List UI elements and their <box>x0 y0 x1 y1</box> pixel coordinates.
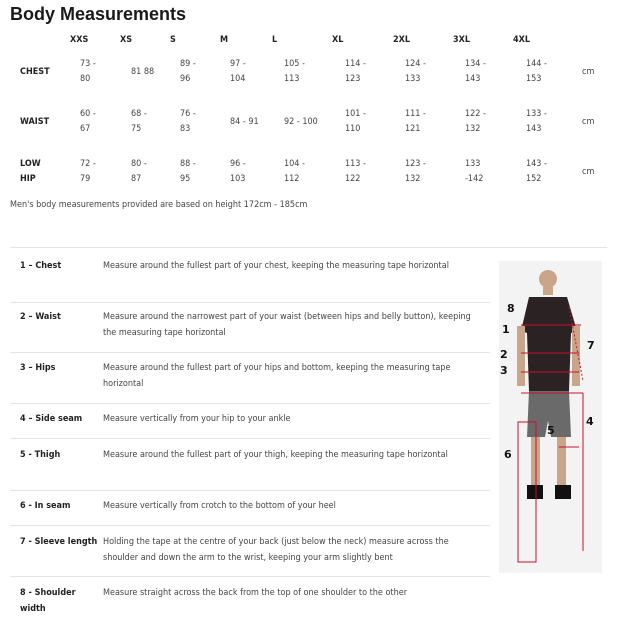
value-line: 133 <box>405 74 421 84</box>
row-label-line: CHEST <box>20 67 50 77</box>
value-line: 121 <box>405 124 421 134</box>
value-line: 153 <box>526 74 542 84</box>
size-value <box>345 57 366 87</box>
value-line: 84 - 91 <box>230 117 259 127</box>
divider <box>10 247 607 248</box>
value-line: 81 88 <box>131 67 155 77</box>
value-line: 124 - <box>405 59 426 69</box>
value-line: 132 <box>405 174 421 184</box>
divider <box>10 403 490 404</box>
unit-label: cm <box>582 167 595 177</box>
row-label <box>20 115 49 130</box>
size-value <box>230 115 259 130</box>
value-line: 133 - <box>526 109 547 119</box>
guide-description: Measure straight across the back from the top of one shoulder to the other <box>103 588 408 598</box>
value-line: 92 - 100 <box>284 117 318 127</box>
row-label <box>20 157 41 187</box>
size-value <box>131 157 147 187</box>
value-line: 134 - <box>465 59 486 69</box>
size-header: 3XL <box>453 35 471 45</box>
value-line: 110 <box>345 124 361 134</box>
size-value <box>180 57 196 87</box>
size-value <box>405 57 426 87</box>
value-line: 80 <box>80 74 91 84</box>
value-line: 104 <box>230 74 246 84</box>
value-line: 97 - <box>230 59 246 69</box>
value-line: 80 - <box>131 159 147 169</box>
value-line: 89 - <box>180 59 196 69</box>
value-line: 144 - <box>526 59 547 69</box>
guide-description: Measure around the fullest part of your thigh, keeping the measuring tape horizontal <box>103 450 448 460</box>
size-header: XXS <box>70 35 89 45</box>
guide-name: 7 - Sleeve length <box>20 537 98 547</box>
measurement-note: Men's body measurements provided are based on height 172cm - 185cm <box>10 200 308 210</box>
size-header: M <box>220 35 229 45</box>
measurement-figure <box>499 261 602 573</box>
page-title: Body Measurements <box>10 4 187 24</box>
size-value <box>80 107 96 137</box>
size-header: 2XL <box>393 35 411 45</box>
divider <box>10 576 490 577</box>
size-value <box>465 57 486 87</box>
guide-name: 1 – Chest <box>20 261 62 271</box>
size-value <box>230 57 246 87</box>
divider <box>10 352 490 353</box>
size-header: XL <box>332 35 344 45</box>
size-value <box>80 57 96 87</box>
size-value <box>526 57 547 87</box>
row-label-line: LOW <box>20 159 41 169</box>
size-header: XS <box>120 35 133 45</box>
value-line: 76 - <box>180 109 196 119</box>
size-value <box>131 65 154 80</box>
unit-label: cm <box>582 117 595 127</box>
guide-description: Measure around the narrowest part of your waist (between hips and belly button), keeping the measuring tape horizontal <box>103 312 471 338</box>
unit-label: cm <box>582 67 595 77</box>
guide-name: 2 – Waist <box>20 312 61 322</box>
divider <box>10 525 490 526</box>
value-line: 103 <box>230 174 246 184</box>
value-line: 101 - <box>345 109 366 119</box>
figure-label: 5 <box>547 424 555 437</box>
guide-name: 6 - In seam <box>20 501 71 511</box>
figure-label: 4 <box>586 415 594 428</box>
size-value <box>131 107 147 137</box>
value-line: 75 <box>131 124 142 134</box>
value-line: 123 <box>345 74 361 84</box>
guide-description: Measure vertically from crotch to the bottom of your heel <box>103 501 336 511</box>
value-line: 79 <box>80 174 91 184</box>
size-value <box>465 157 483 187</box>
value-line: 96 <box>180 74 191 84</box>
size-value <box>80 157 96 187</box>
size-value <box>180 157 196 187</box>
size-value <box>230 157 246 187</box>
figure-label: 3 <box>500 364 508 377</box>
value-line: 96 - <box>230 159 246 169</box>
guide-description: Measure around the fullest part of your hips and bottom, keeping the measuring tape horizontal <box>103 363 451 389</box>
size-value <box>345 157 366 187</box>
size-value <box>345 107 366 137</box>
value-line: 143 - <box>526 159 547 169</box>
value-line: 111 - <box>405 109 426 119</box>
size-header: L <box>272 35 278 45</box>
figure-label: 2 <box>500 348 508 361</box>
value-line: 114 - <box>345 59 366 69</box>
value-line: 123 - <box>405 159 426 169</box>
value-line: 143 <box>465 74 481 84</box>
guide-description: Measure around the fullest part of your chest, keeping the measuring tape horizontal <box>103 261 449 271</box>
value-line: 87 <box>131 174 142 184</box>
value-line: 122 <box>345 174 361 184</box>
divider <box>10 490 490 491</box>
size-value <box>526 107 547 137</box>
figure-label: 1 <box>502 323 510 336</box>
value-line: 104 - <box>284 159 305 169</box>
value-line: 88 - <box>180 159 196 169</box>
row-label-line: HIP <box>20 174 36 184</box>
value-line: 113 <box>284 74 300 84</box>
size-value <box>284 157 305 187</box>
guide-name: 3 – Hips <box>20 363 56 373</box>
value-line: 72 - <box>80 159 96 169</box>
value-line: 132 <box>465 124 481 134</box>
value-line: 113 - <box>345 159 366 169</box>
size-value <box>526 157 547 187</box>
value-line: 83 <box>180 124 191 134</box>
size-value <box>405 157 426 187</box>
value-line: 112 <box>284 174 300 184</box>
value-line: -142 <box>465 174 484 184</box>
value-line: 105 - <box>284 59 305 69</box>
size-value <box>284 57 305 87</box>
divider <box>10 438 490 439</box>
row-label-line: WAIST <box>20 117 50 127</box>
value-line: 143 <box>526 124 542 134</box>
size-value <box>465 107 486 137</box>
value-line: 152 <box>526 174 542 184</box>
figure-label: 7 <box>587 339 595 352</box>
guide-description: Holding the tape at the centre of your back (just below the neck) measure across the shoulder and down the arm to the wrist, keeping your arm slightly bent <box>103 537 449 563</box>
figure-label: 6 <box>504 448 512 461</box>
row-label <box>20 65 50 80</box>
size-value <box>180 107 196 137</box>
guide-name: 8 - Shoulder width <box>20 588 76 614</box>
value-line: 68 - <box>131 109 147 119</box>
divider <box>10 302 490 303</box>
value-line: 60 - <box>80 109 96 119</box>
value-line: 133 <box>465 159 481 169</box>
figure-label: 8 <box>507 302 515 315</box>
value-line: 95 <box>180 174 191 184</box>
size-value <box>284 115 318 130</box>
guide-name: 4 – Side seam <box>20 414 83 424</box>
value-line: 67 <box>80 124 91 134</box>
guide-description: Measure vertically from your hip to your ankle <box>103 414 291 424</box>
size-header: 4XL <box>513 35 531 45</box>
size-value <box>405 107 426 137</box>
guide-name: 5 - Thigh <box>20 450 61 460</box>
value-line: 122 - <box>465 109 486 119</box>
size-header: S <box>170 35 176 45</box>
value-line: 73 - <box>80 59 96 69</box>
